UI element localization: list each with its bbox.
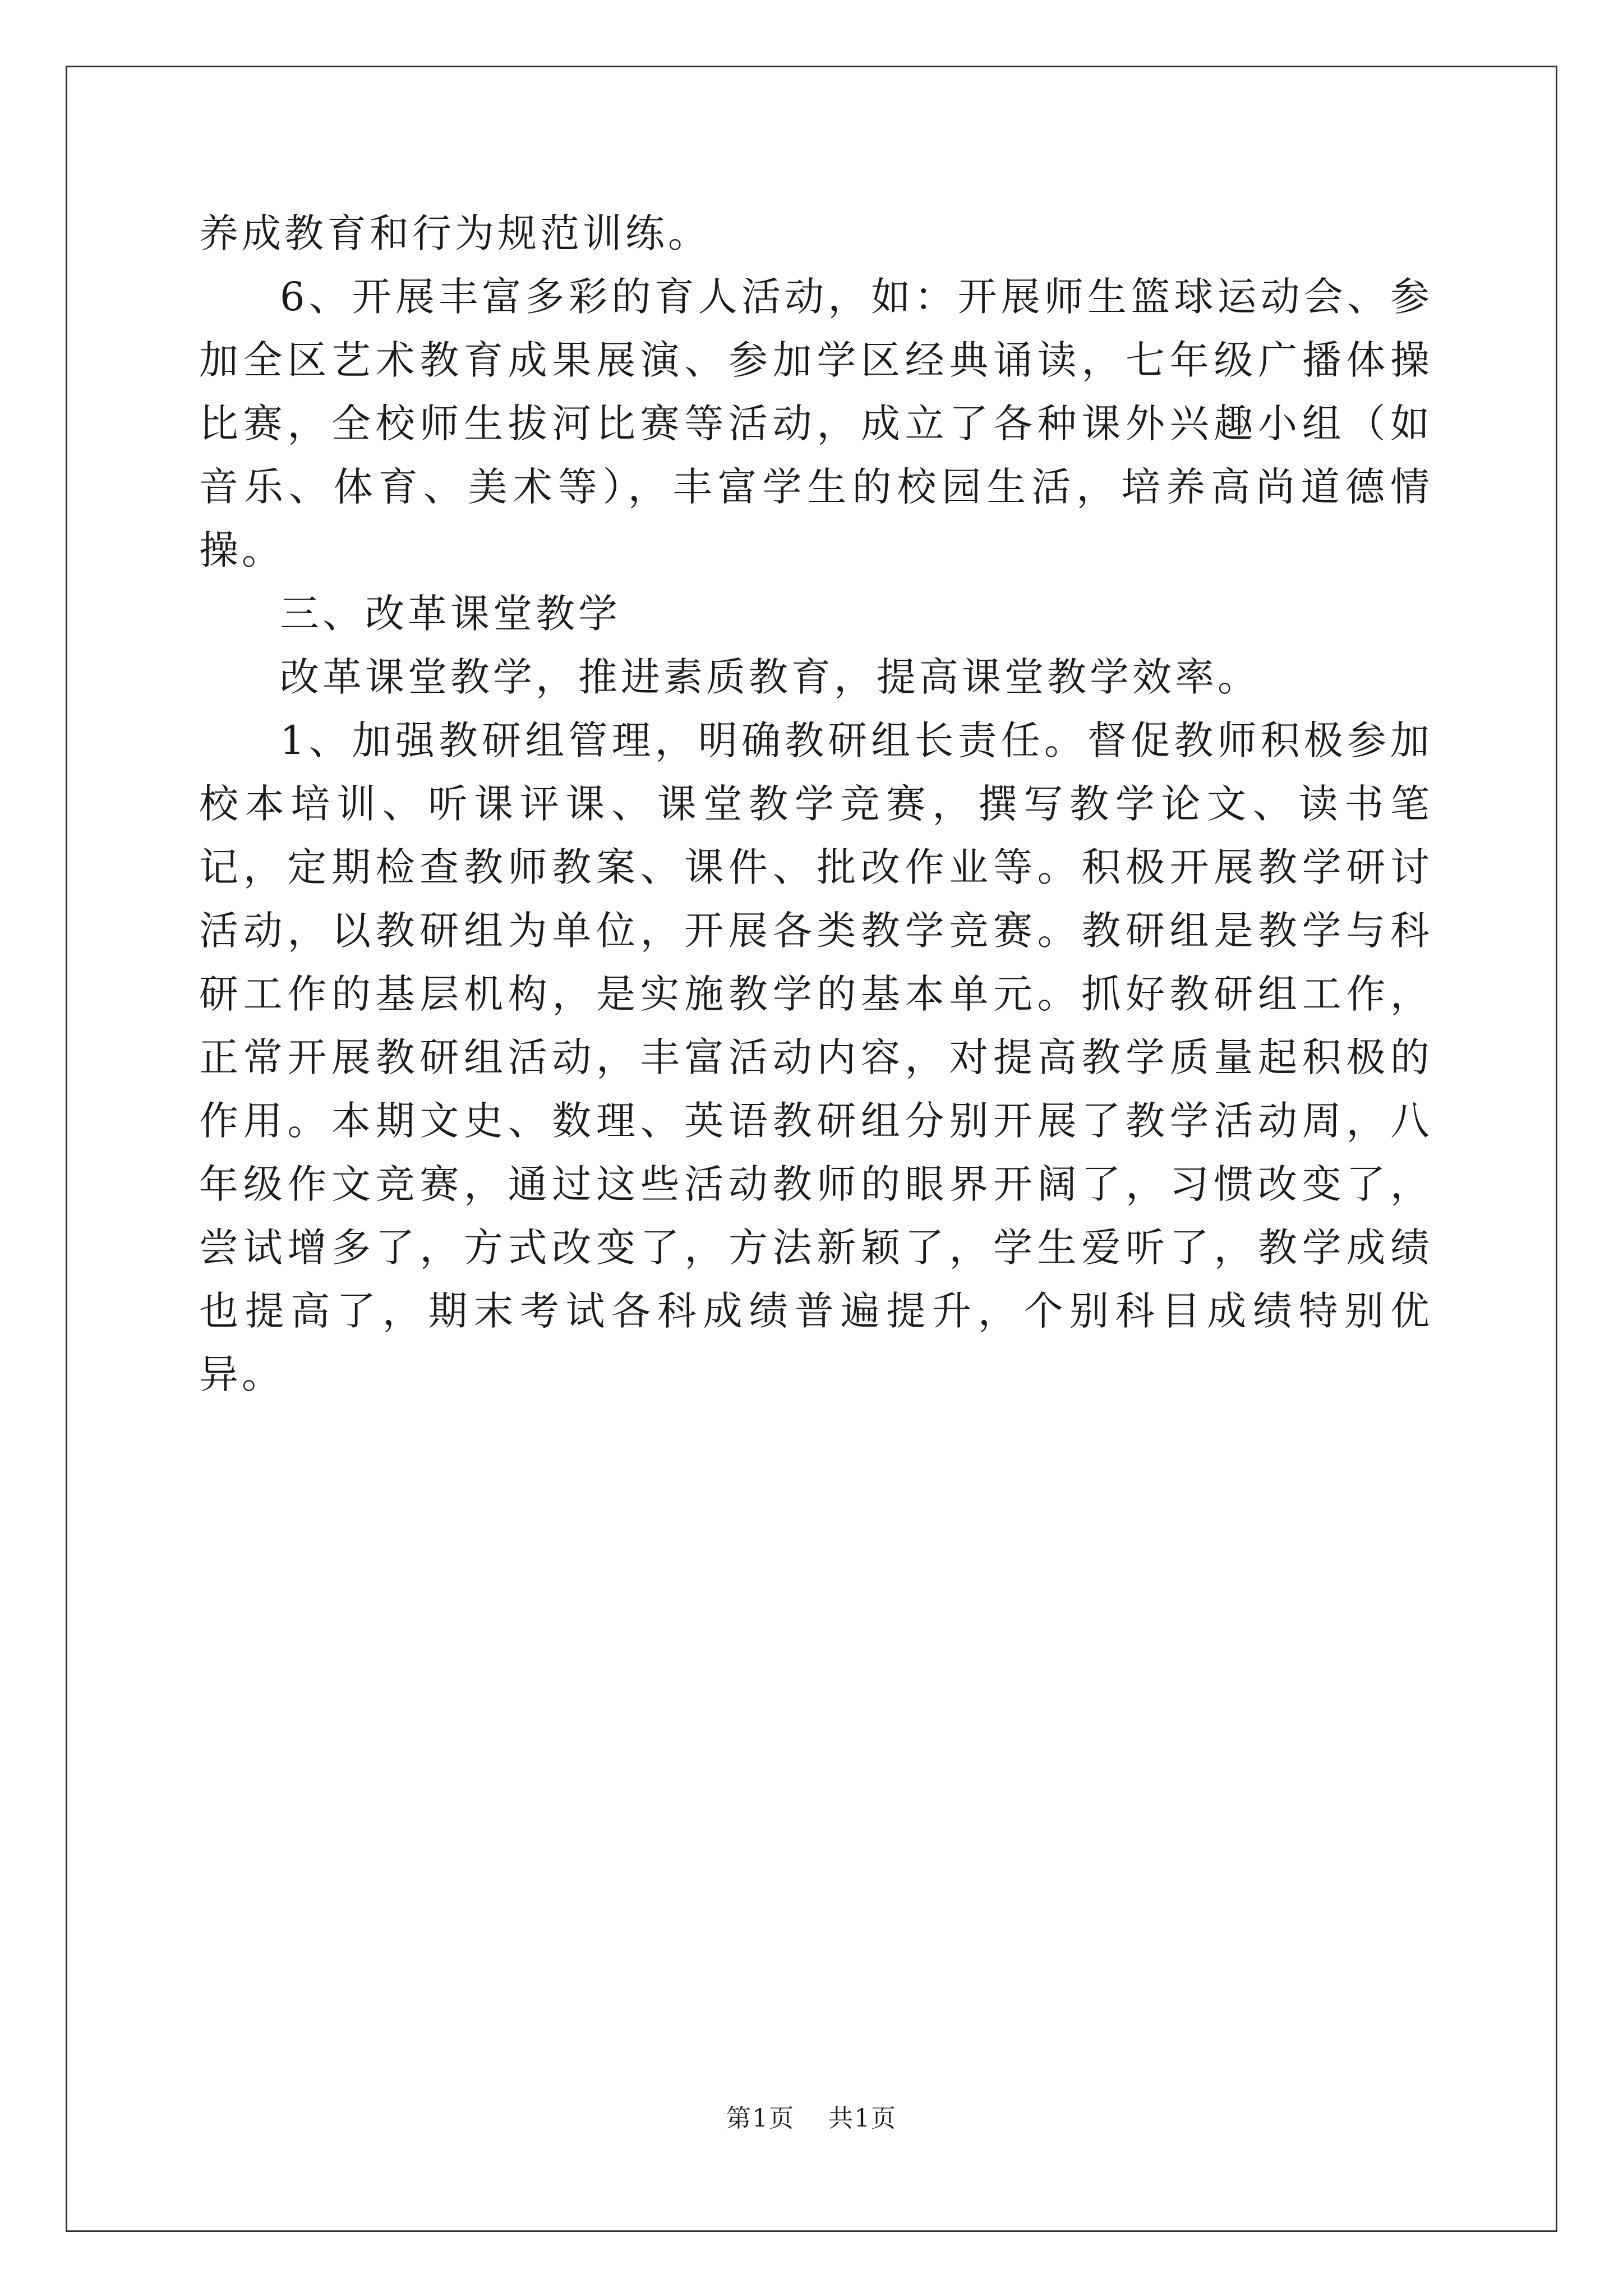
paragraph-teaching-research: 1、加强教研组管理，明确教研组长责任。督促教师积极参加校本培训、听课评课、课堂教学竞赛，撰写教学论文、读书笔记，定期检查教师教案、课件、批改作业等。积极开展教学研讨活动，以教研组为单位，开展各类教学竞赛。教研组是教学与科研工作的基层机构，是实施教学的基本单元。抓好教研组工作，正常开展教研组活动，丰富活动内容，对提高教学质量起积极的作用。本期文史、数理、英语教研组分别开展了教学活动周，八年级作文竞赛，通过这些活动教师的眼界开阔了，习惯改变了，尝试增多了，方式改变了，方法新颖了，学生爱听了，教学成绩也提高了，期末考试各科成绩普遍提升，个别科目成绩特别优异。 <box>199 717 1433 1397</box>
page-footer <box>0 2098 1623 2134</box>
page-total: 共1页 <box>828 2104 897 2133</box>
page-number: 第1页 <box>726 2104 795 2133</box>
document-body <box>199 202 1433 1406</box>
paragraph-continuation: 养成教育和行为规范训练。 <box>199 210 711 256</box>
paragraph-summary: 改革课堂教学，推进素质教育，提高课堂教学效率。 <box>280 654 1260 700</box>
section-heading: 三、改革课堂教学 <box>280 591 621 637</box>
paragraph-activities: 6、开展丰富多彩的育人活动，如：开展师生篮球运动会、参加全区艺术教育成果展演、参加学区经典诵读，七年级广播体操比赛，全校师生拔河比赛等活动，成立了各种课外兴趣小组（如音乐、体育、美术等），丰富学生的校园生活，培养高尚道德情操。 <box>199 274 1433 573</box>
